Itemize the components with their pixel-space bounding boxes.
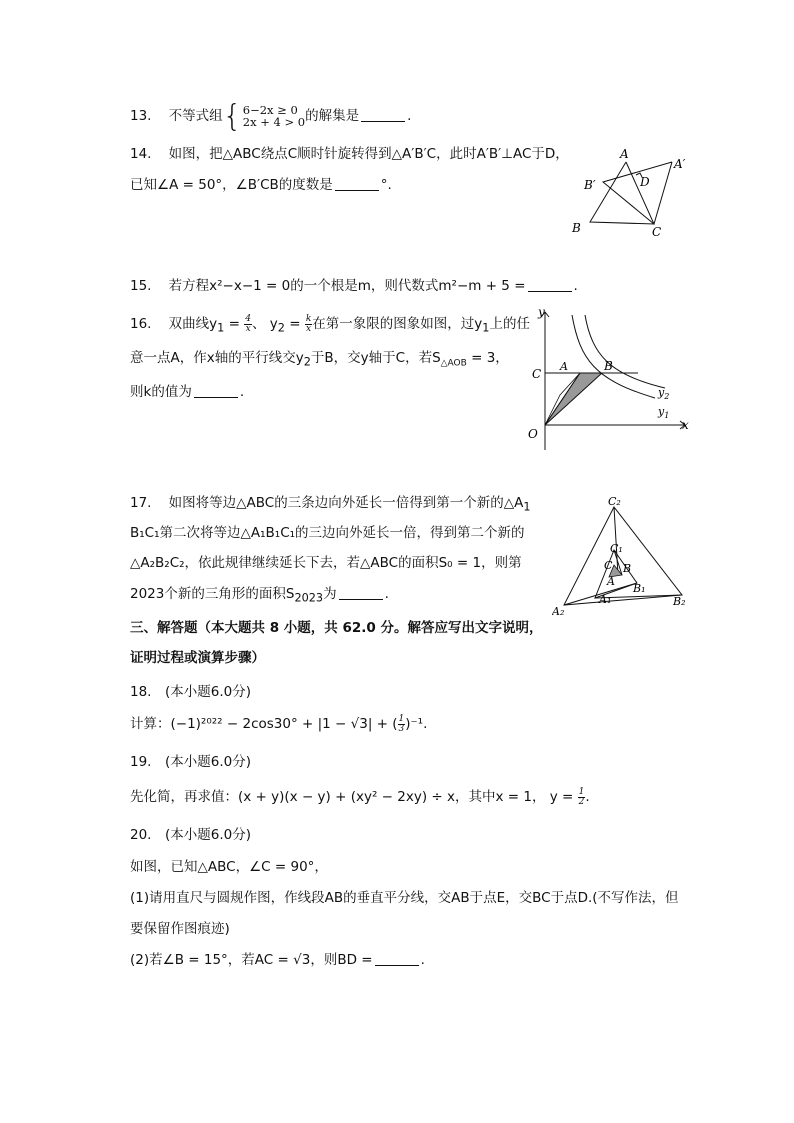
q13-suffix: 的解集是: [305, 108, 360, 124]
q20-header-text: 20. (本小题6.0分): [130, 827, 251, 843]
fraction-den: 2: [578, 796, 585, 807]
q16-end: .: [239, 384, 245, 400]
fraction-num: 1: [578, 786, 585, 797]
q16-line-2: [130, 348, 509, 374]
q15-text: 若方程x²−x−1 = 0的一个根是m，则代数式m²−m + 5 =: [168, 278, 526, 294]
q16-eq-1: =: [224, 316, 245, 332]
q20-line-3: [130, 919, 230, 939]
q20-line-4: [130, 950, 425, 970]
q19-text: 先化简，再求值：(x + y)(x − y) + (xy² − 2xy) ÷ x，其中x = 1， y =: [130, 789, 578, 805]
q16-line-1: [130, 314, 530, 339]
section-3-line-1: 三、解答题（本大题共 8 小题，共 62.0 分。解答应写出文字说明，: [130, 620, 543, 636]
q20-answer-blank[interactable]: [375, 951, 419, 966]
q20-line-1: [130, 857, 328, 877]
q16-text-4: 上的任: [489, 316, 530, 332]
label-y1: $y_1$: [658, 405, 670, 420]
q15-line: [130, 276, 578, 296]
label-D: D: [640, 175, 650, 189]
label-y2: $y_2$: [658, 386, 670, 401]
q13-inequality-1: 6−2x ≥ 0: [242, 103, 298, 117]
q18-line: [130, 714, 427, 734]
q15-answer-blank[interactable]: [528, 277, 572, 292]
q16-answer-blank[interactable]: [194, 383, 238, 398]
q15-number: 15.: [130, 278, 152, 294]
q19-end: .: [585, 789, 590, 805]
q16-line-3: [130, 382, 244, 402]
q19-header: [130, 752, 251, 772]
q20-line-2: [130, 888, 679, 908]
label-C: C: [532, 367, 542, 381]
q14-number: 14.: [130, 146, 152, 162]
fraction-num: k: [305, 313, 312, 324]
q14-answer-blank[interactable]: [335, 176, 379, 191]
label-C: C: [652, 225, 662, 239]
q16-eq-2: =: [284, 316, 305, 332]
label-B: B: [572, 221, 581, 235]
label-O: O: [528, 427, 538, 441]
inequality-system: [243, 104, 305, 128]
label-A: A: [620, 147, 629, 161]
label-B1: B₁: [633, 582, 646, 595]
label-y: y: [538, 305, 545, 319]
q20-text-1: 如图，已知△ABC，∠C = 90°，: [130, 859, 328, 875]
q17-line-4: [130, 584, 389, 609]
q20-header: [130, 825, 251, 845]
q16-sub-2: 2: [277, 321, 285, 335]
q17-number: 17.: [130, 495, 152, 511]
q17-text-3: △A₂B₂C₂，依此规律继续延长下去，若△ABC的面积S₀ = 1，则第: [130, 555, 522, 571]
q17-line-1: [130, 493, 531, 518]
label-C: C: [604, 559, 613, 572]
fraction-den: x: [306, 323, 312, 334]
q16-text-6: 于B，交y轴于C，若S: [310, 350, 441, 366]
q17-figure: [552, 495, 697, 620]
fraction-num: 4: [245, 313, 251, 324]
q19-line: [130, 787, 590, 807]
q18-header: [130, 682, 251, 702]
q16-sub-1: 1: [217, 321, 225, 335]
q17-sub-2: 2023: [294, 591, 324, 605]
triangle-abc: [590, 162, 654, 224]
q16-sub-5: △AOB: [440, 358, 467, 369]
q19-header-text: 19. (本小题6.0分): [130, 754, 251, 770]
q13-inequality-2: 2x + 4 > 0: [242, 115, 306, 129]
q13-number: 13.: [130, 108, 152, 124]
q17-end: .: [384, 586, 389, 602]
label-A1: A₁: [599, 593, 612, 606]
label-A: A: [607, 575, 615, 588]
q13-end: .: [407, 108, 412, 124]
section-3-line-2: 证明过程或演算步骤）: [130, 650, 265, 666]
q14-unit: °.: [380, 177, 392, 193]
q17-text-4: 2023个新的三角形的面积S: [130, 586, 295, 602]
q16-text-1: 双曲线y: [168, 316, 218, 332]
triangle-a2b2c2: [564, 507, 682, 605]
q14-line-1: [130, 144, 569, 164]
brace-icon: {: [222, 99, 242, 134]
triangle-helper: [545, 373, 580, 425]
q16-sub-4: 2: [303, 355, 311, 369]
section-3-heading: [130, 618, 543, 638]
q13-prefix: 不等式组: [168, 108, 223, 124]
q16-figure: [520, 300, 695, 455]
q17-text-2: B₁C₁第二次将等边△A₁B₁C₁的三边向外延长一倍，得到第二个新的: [130, 525, 525, 541]
q14-figure: [570, 140, 700, 245]
q16-text-3: 在第一象限的图象如图，过y: [312, 316, 483, 332]
triangle-a1b1c: [603, 162, 672, 224]
q17-answer-blank[interactable]: [339, 585, 383, 600]
fraction-num: 1: [398, 713, 405, 724]
label-B: B: [623, 562, 632, 575]
q20-text-2: (1)请用直尺与圆规作图，作线段AB的垂直平分线，交AB于点E，交BC于点D.(不写作法，但: [130, 890, 679, 906]
q17-sub-1: 1: [523, 500, 531, 514]
q13-answer-blank[interactable]: [361, 107, 405, 122]
label-A-prime: A′: [674, 157, 686, 171]
label-A: A: [560, 360, 568, 373]
label-B-prime: B′: [584, 178, 596, 192]
q16-text-5: 意一点A，作x轴的平行线交y: [130, 350, 304, 366]
q16-text-8: 则k的值为: [130, 384, 192, 400]
q15-end: .: [573, 278, 578, 294]
fraction-den: 3: [398, 723, 405, 734]
section-3-heading-2: [130, 648, 265, 668]
q17-text-1: 如图将等边△ABC的三条边向外延长一倍得到第一个新的△A: [168, 495, 524, 511]
label-C2: C₂: [608, 495, 621, 508]
q13-line: [130, 99, 412, 134]
q17-line-2: [130, 523, 525, 543]
q18-text-2: )⁻¹.: [405, 716, 428, 732]
q20-text-3: 要保留作图痕迹): [130, 921, 230, 937]
q16-text-2: 、 y: [251, 316, 278, 332]
triangle-aob: [545, 373, 602, 425]
q16-text-7: = 3，: [466, 350, 509, 366]
q14-text-1: 如图，把△ABC绕点C顺时针旋转得到△A′B′C，此时A′B′⊥AC于D，: [168, 146, 569, 162]
q20-text-4: (2)若∠B = 15°，若AC = √3，则BD =: [130, 952, 373, 968]
q20-end: .: [420, 952, 425, 968]
q18-text-1: 计算：(−1)²⁰²² − 2cos30° + |1 − √3| + (: [130, 716, 398, 732]
q14-text-2: 已知∠A = 50°，∠B′CB的度数是: [130, 177, 333, 193]
q18-header-text: 18. (本小题6.0分): [130, 684, 251, 700]
label-B2: B₂: [673, 595, 686, 608]
label-A2: A₂: [552, 605, 565, 618]
q17-line-3: [130, 553, 522, 573]
q16-sub-3: 1: [482, 321, 490, 335]
q17-text-5: 为: [323, 586, 337, 602]
label-x: x: [682, 418, 689, 432]
q16-number: 16.: [130, 316, 152, 332]
fraction-4-over-x: [244, 315, 252, 334]
extension-line: [614, 507, 618, 575]
label-B: B: [604, 359, 613, 373]
label-C1: C₁: [610, 542, 623, 555]
fraction-den: x: [245, 323, 251, 334]
q14-line-2: [130, 175, 392, 195]
